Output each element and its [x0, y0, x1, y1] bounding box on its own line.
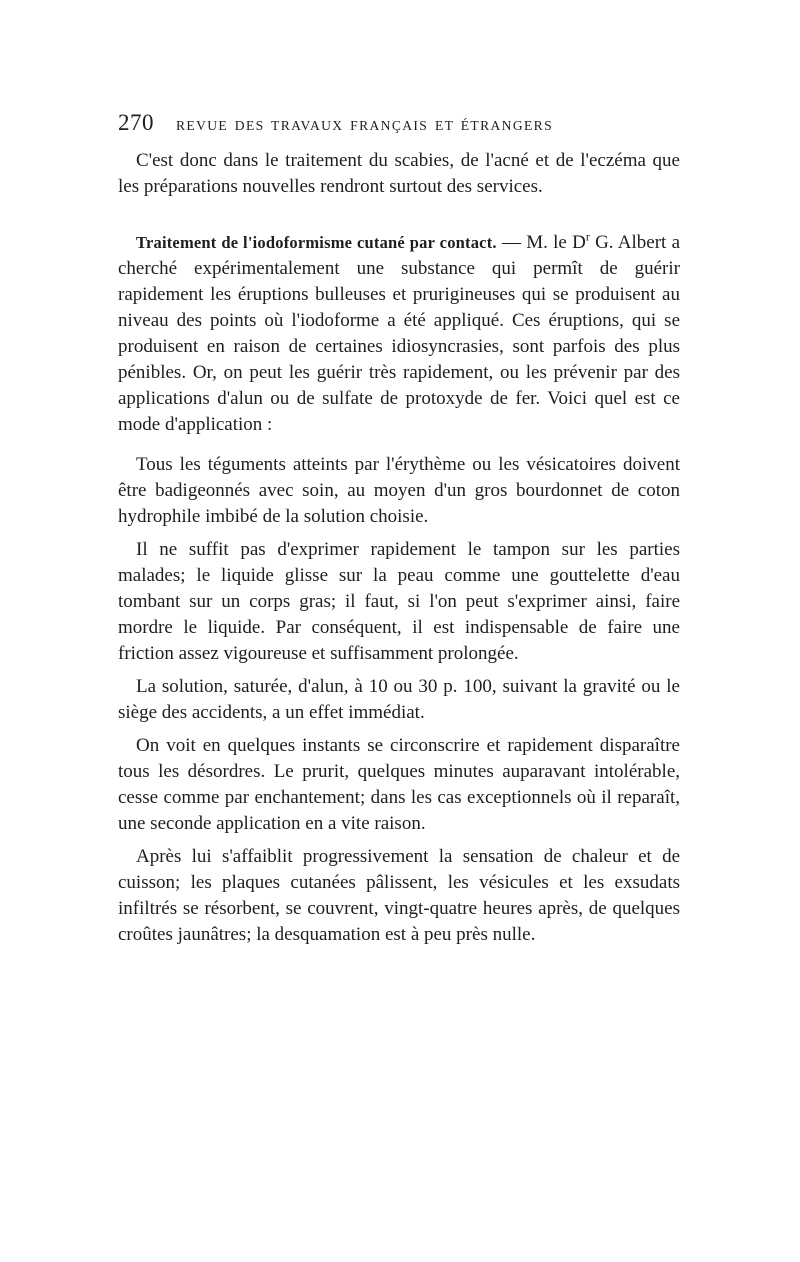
paragraph-intro: C'est donc dans le traitement du scabies, de l'acné et de l'eczéma que les préparations nouvelles rendront surtout des services.: [118, 150, 680, 197]
paragraph-spacer: [118, 726, 680, 733]
section-spacer: [118, 200, 680, 230]
section-dash: — M. le D: [496, 232, 586, 253]
paragraph-tampon: Il ne suffit pas d'exprimer rapidement le tampon sur les parties malades; le liquide glisse sur la peau comme une gouttelette d'eau tombant sur un corps gras; il faut, si l'on peut s'exprimer ainsi, faire mordre le liquide. Par conséquent, il est indispensable de faire une friction assez vigoureuse et suffisamment prolongée.: [118, 539, 680, 664]
paragraph-spacer: [118, 837, 680, 844]
section-title: Traitement de l'iodoformisme cutané par contact.: [136, 233, 497, 252]
document-page: [118, 110, 680, 948]
page-number: 270: [118, 110, 154, 135]
paragraph-solution: La solution, saturée, d'alun, à 10 ou 30 p. 100, suivant la gravité ou le siège des accidents, a un effet immédiat.: [118, 676, 680, 723]
running-header: [118, 110, 680, 144]
section-paragraph: [118, 230, 680, 438]
paragraph-spacer: [118, 438, 680, 452]
paragraph-instants: On voit en quelques instants se circonscrire et rapidement disparaître tous les désordres. Le prurit, quelques minutes auparavant intolérable, cesse comme par enchantement; dans les cas exceptionnels où il reparaît, une seconde application en a vite raison.: [118, 735, 680, 834]
running-title: REVUE DES TRAVAUX FRANÇAIS ET ÉTRANGERS: [176, 118, 553, 133]
section-body: G. Albert a cherché expérimentalement une substance qui permît de guérir rapidement les éruptions bulleuses et prurigineuses qui se produisent au niveau des points où l'iodoforme a été appliqué. Ces éruptions, qui se produisent en raison de certaines idiosyncrasies, sont parfois des plus pénibles. Or, on peut les guérir très rapidement, ou les prévenir par des applications d'alun ou de sulfate de protoxyde de fer. Voici quel est ce mode d'application :: [118, 232, 680, 435]
paragraph-spacer: [118, 530, 680, 537]
paragraph-teguments: Tous les téguments atteints par l'érythème ou les vésicatoires doivent être badigeonnés avec soin, au moyen d'un gros bourdonnet de coton hydrophile imbibé de la solution choisie.: [118, 454, 680, 527]
paragraph-apres: Après lui s'affaiblit progressivement la sensation de chaleur et de cuisson; les plaques cutanées pâlissent, les vésicules et les exsudats infiltrés se résorbent, se couvrent, vingt-quatre heures après, de quelques croûtes jaunâtres; la desquamation est à peu près nulle.: [118, 846, 680, 945]
section-superscript: r: [585, 229, 590, 244]
paragraph-spacer: [118, 667, 680, 674]
